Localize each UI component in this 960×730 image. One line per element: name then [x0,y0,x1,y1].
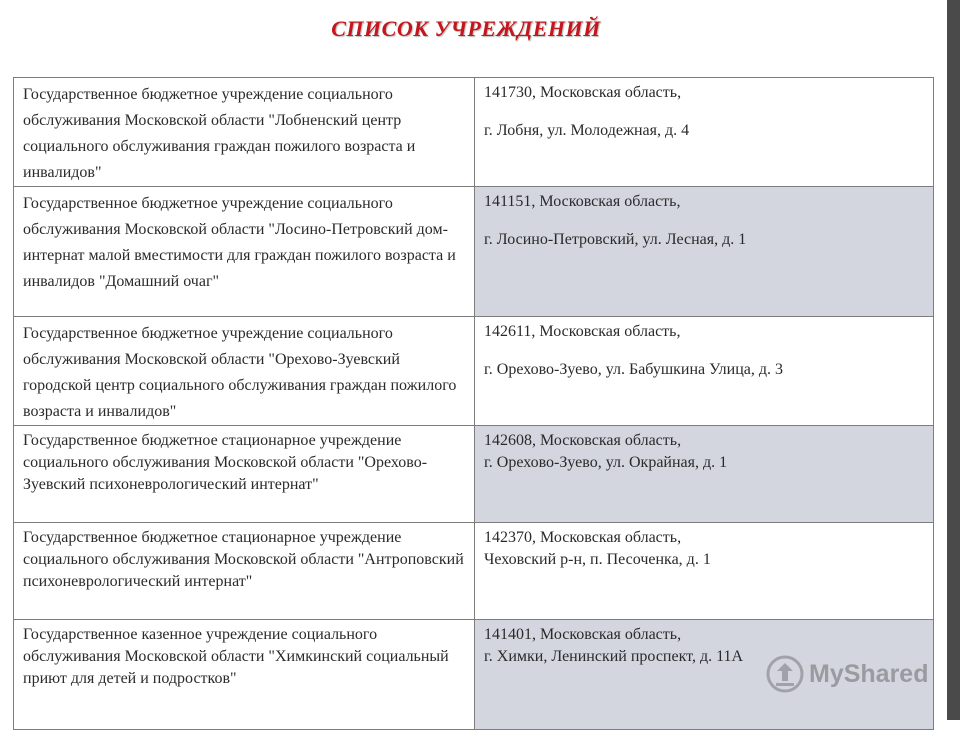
myshared-logo-icon [765,654,805,694]
institution-name: Государственное бюджетное учреждение социального обслуживания Московской области "Лосино-Петровский дом-интернат малой вместимости для граждан пожилого возраста и инвалидов "Домашний очаг" [14,187,475,317]
address-line-1: 142611, Московская область, [484,323,681,340]
table-row [14,426,934,523]
table-row [14,523,934,620]
watermark-text: MyShared [809,659,929,688]
page-title: СПИСОК УЧРЕЖДЕНИЙ [331,16,601,41]
address-line-2: г. Лосино-Петровский, ул. Лесная, д. 1 [484,231,747,248]
institution-address [475,78,934,187]
address-line-2: г. Лобня, ул. Молодежная, д. 4 [484,122,690,139]
institution-name: Государственное бюджетное учреждение социального обслуживания Московской области "Лобненский центр социального обслуживания граждан пожилого возраста и инвалидов" [14,78,475,187]
table-row [14,78,934,187]
table-row [14,187,934,317]
address-line-2: г. Орехово-Зуево, ул. Окрайная, д. 1 [484,454,728,471]
institution-address [475,187,934,317]
institution-name: Государственное бюджетное стационарное учреждение социального обслуживания Московской области "Орехово-Зуевский психоневрологический интернат" [14,426,475,523]
myshared-watermark [765,654,928,694]
table-row [14,317,934,426]
right-side-bar [947,0,960,720]
address-line-1: 142370, Московская область, [484,529,682,546]
institution-name: Государственное бюджетное стационарное учреждение социального обслуживания Московской области "Антроповский психоневрологический интернат" [14,523,475,620]
address-line-2: г. Орехово-Зуево, ул. Бабушкина Улица, д. 3 [484,361,784,378]
address-line-2: Чеховский р-н, п. Песоченка, д. 1 [484,551,711,568]
institution-name: Государственное бюджетное учреждение социального обслуживания Московской области "Орехово-Зуевский городской центр социального обслуживания граждан пожилого возраста и инвалидов" [14,317,475,426]
address-line-2: г. Химки, Ленинский проспект, д. 11А [484,648,744,665]
address-line-1: 142608, Московская область, [484,432,682,449]
address-line-1: 141151, Московская область, [484,193,681,210]
address-line-1: 141730, Московская область, [484,84,682,101]
address-line-1: 141401, Московская область, [484,626,682,643]
institution-address [475,426,934,523]
institution-address [475,523,934,620]
institutions-table [13,77,934,730]
institution-name: Государственное казенное учреждение социального обслуживания Московской области "Химкинский социальный приют для детей и подростков" [14,620,475,730]
institution-address [475,317,934,426]
